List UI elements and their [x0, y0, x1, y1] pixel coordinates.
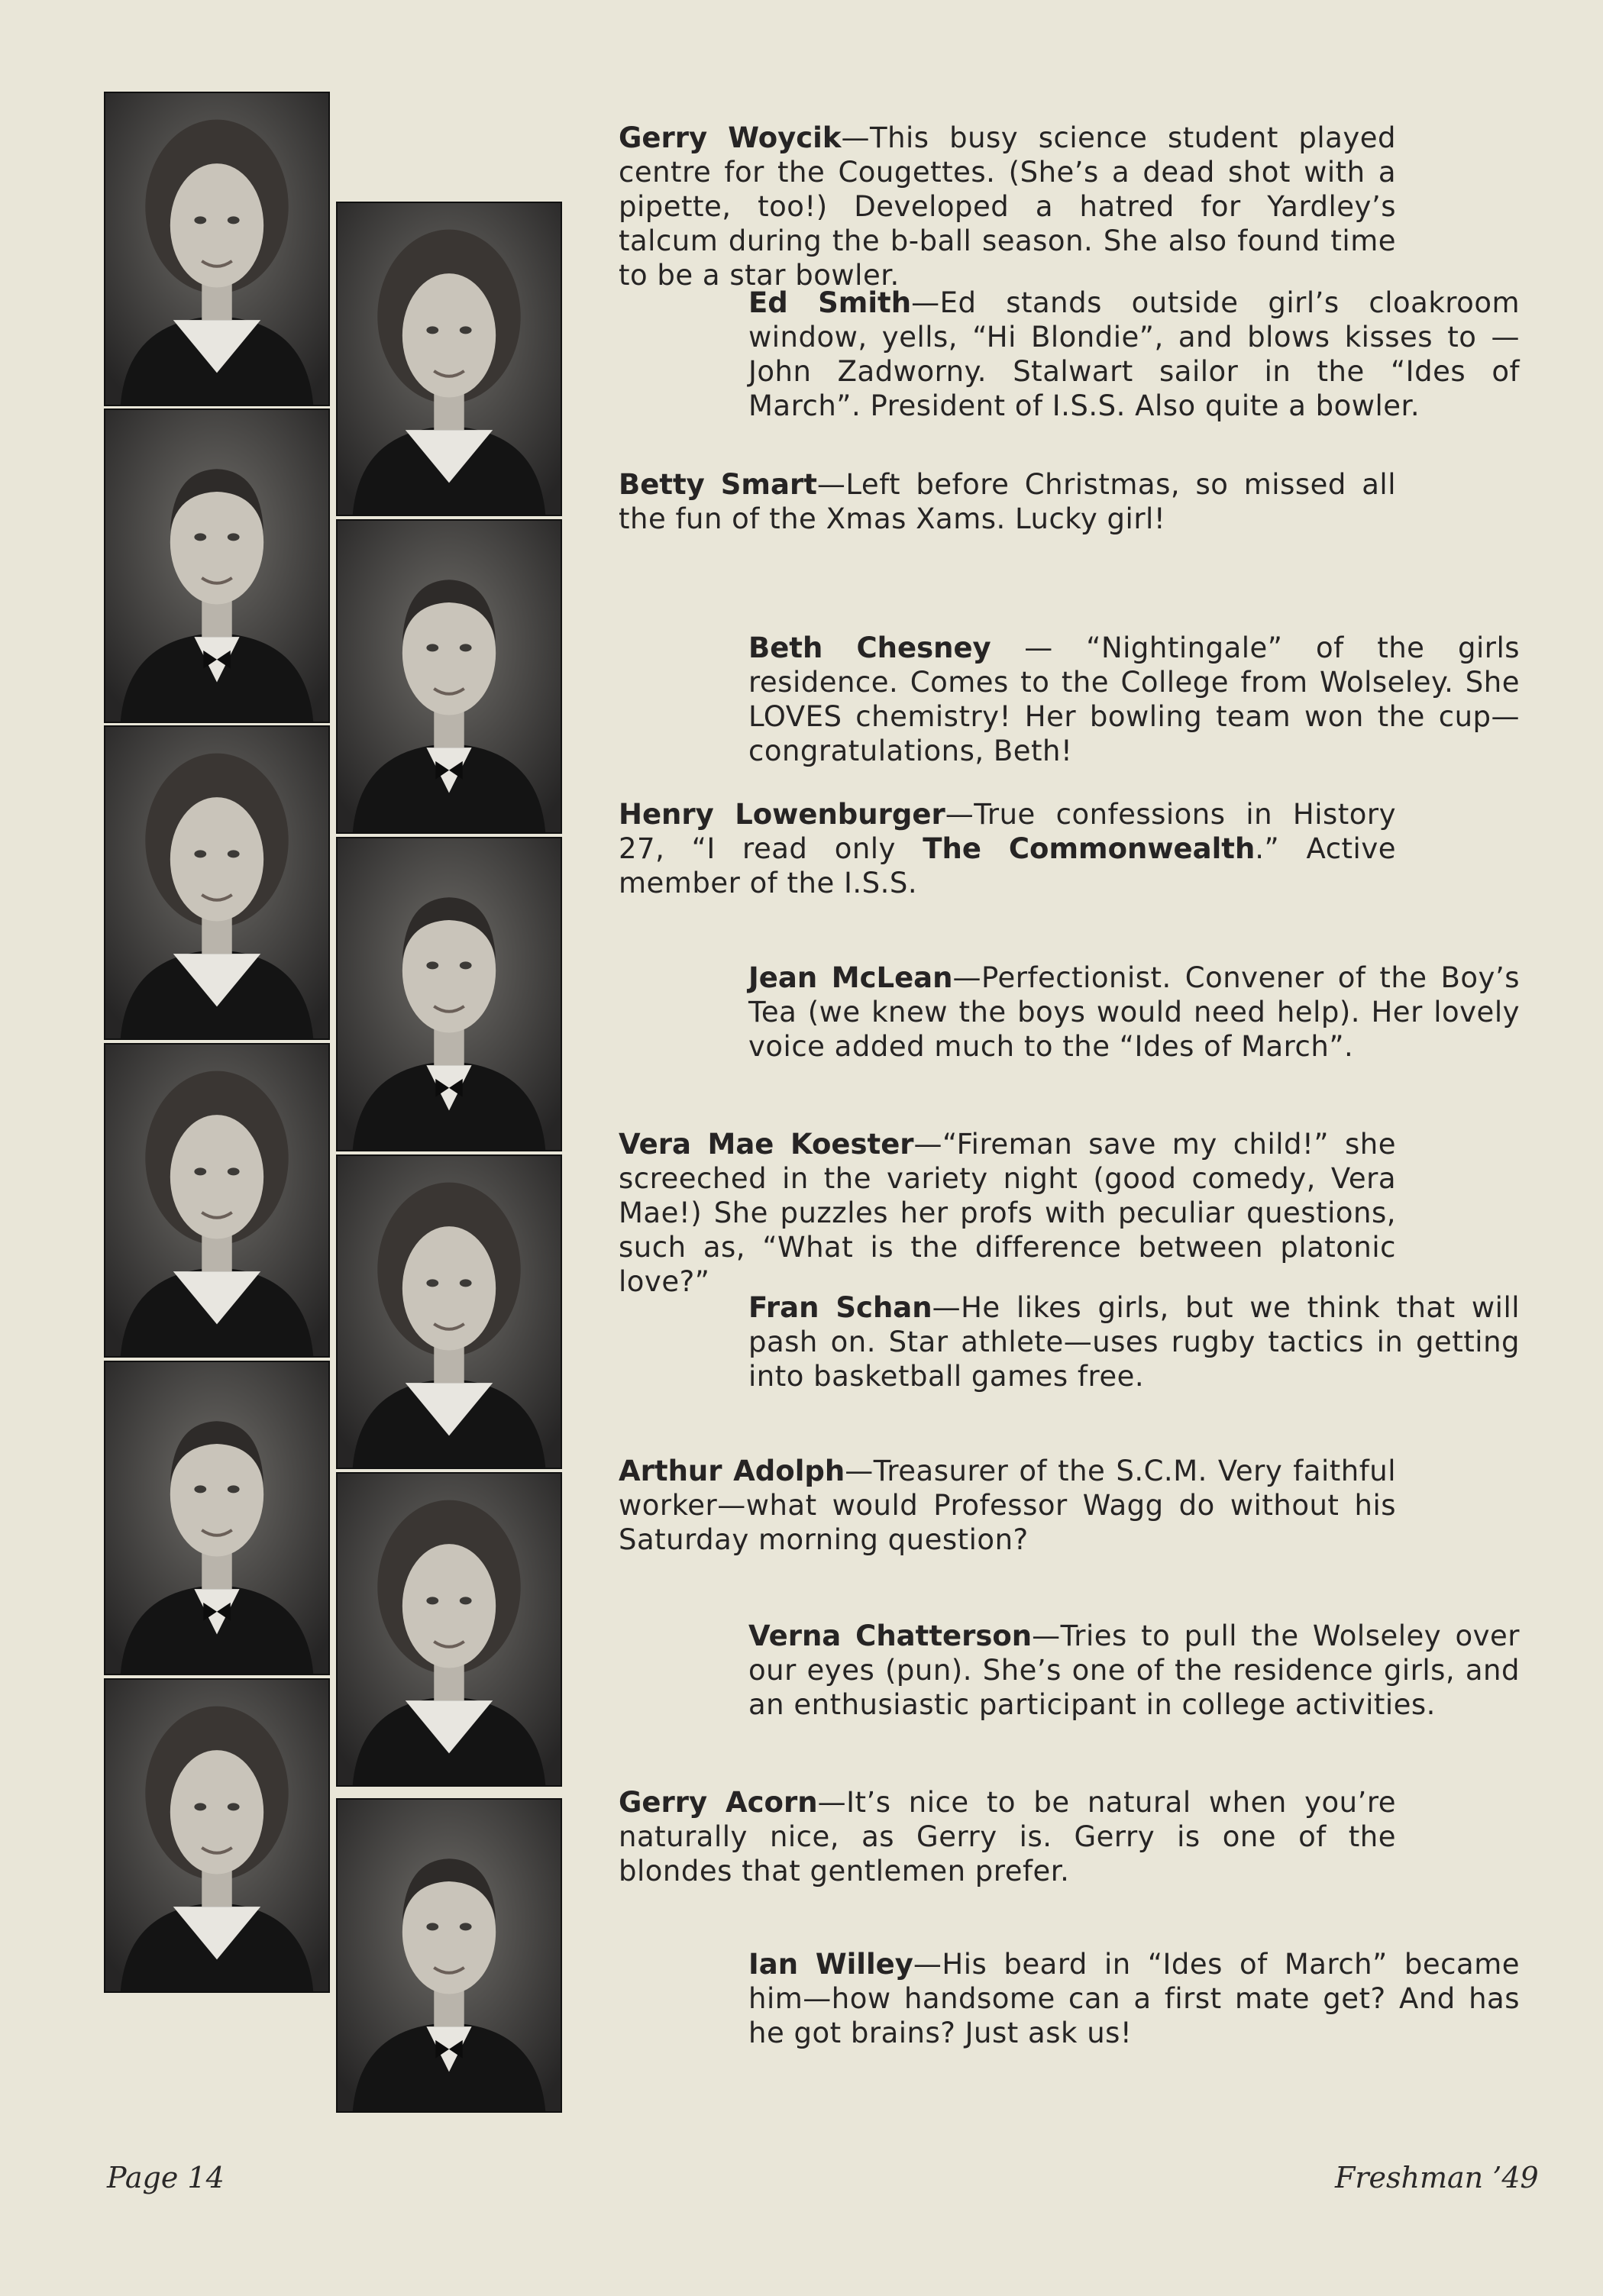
bio-entry: Verna Chatterson—Tries to pull the Wolseley over our eyes (pun). She’s one of the residence girls, and an enthusiastic participant in college activities. — [748, 1619, 1520, 1721]
portrait-image — [105, 1045, 328, 1356]
portrait-image — [338, 521, 561, 832]
bio-name: Gerry Acorn — [619, 1786, 818, 1819]
bio-name: Betty Smart — [619, 468, 817, 501]
portrait-eye — [426, 1597, 438, 1604]
portrait-face — [402, 1226, 496, 1350]
portrait-eye — [460, 644, 472, 651]
portrait-photo — [104, 92, 330, 406]
portrait-face — [170, 797, 263, 921]
portrait-photo — [104, 1678, 330, 1993]
portrait-image — [338, 838, 561, 1150]
bio-name: Fran Schan — [748, 1291, 932, 1324]
portrait-image — [338, 1156, 561, 1468]
portrait-photo — [104, 409, 330, 723]
portrait-photo — [336, 837, 562, 1151]
portrait-face — [170, 163, 263, 287]
bio-name: Jean McLean — [748, 961, 953, 994]
portrait-eye — [426, 326, 438, 334]
bio-text: Left before Christmas, so missed all the fun of the Xmas Xams. Lucky girl! — [619, 468, 1396, 535]
portrait-photo — [104, 1043, 330, 1358]
bio-entry: Fran Schan—He likes girls, but we think that will pash on. Star athlete—uses rugby tactics in getting into basketball games free. — [748, 1291, 1520, 1393]
portrait-image — [105, 1362, 328, 1674]
portrait-eye — [228, 1167, 240, 1175]
publication-label: Freshman ’49 — [1335, 2161, 1539, 2194]
bio-entry: Ed Smith—Ed stands outside girl’s cloakroom window, yells, “Hi Blondie”, and blows kisses to — John Zadworny. Stalwart sailor in the “Ides of March”. President of I.S.S. Also quite a bowler. — [748, 286, 1520, 422]
bio-text: Ed stands outside girl’s cloakroom window, yells, “Hi Blondie”, and blows kisses to — John Zadworny. Stalwart sailor in the “Ides of March”. President of I.S.S. Also quite a bowler. — [748, 286, 1520, 422]
bio-text: “Nightingale” of the girls residence. Comes to the College from Wolseley. She LOVES chemistry! Her bowling team won the cup—congratulations, Beth! — [748, 631, 1521, 767]
portrait-image — [105, 410, 328, 722]
portrait-face — [170, 1750, 263, 1874]
portrait-photo — [104, 725, 330, 1040]
bio-entry: Gerry Acorn—It’s nice to be natural when you’re naturally nice, as Gerry is. Gerry is one of the blondes that gentlemen prefer. — [619, 1786, 1396, 1887]
portrait-eye — [460, 326, 472, 334]
portrait-eye — [194, 1167, 206, 1175]
bio-name: Beth Chesney — [748, 631, 991, 664]
bio-entry: Gerry Woycik—This busy science student played centre for the Cougettes. (She’s a dead shot with a pipette, too!) Developed a hatred for Yardley’s talcum during the b-ball season. She also found time to be a star bowler. — [619, 121, 1396, 292]
bio-name: Arthur Adolph — [619, 1455, 845, 1487]
bio-entry: Beth Chesney — “Nightingale” of the girls residence. Comes to the College from Wolseley. She LOVES chemistry! Her bowling team won the cup—congratulations, Beth! — [748, 631, 1521, 767]
portrait-image — [338, 203, 561, 515]
bio-text: He likes girls, but we think that will pash on. Star athlete—uses rugby tactics in getting into basketball games free. — [748, 1291, 1520, 1393]
bio-text: This busy science student played centre for the Cougettes. (She’s a dead shot with a pipette, too!) Developed a hatred for Yardley’s talcum during the b-ball season. She also found time to be a star bowler. — [619, 121, 1396, 292]
bio-entry: Betty Smart—Left before Christmas, so missed all the fun of the Xmas Xams. Lucky girl! — [619, 468, 1396, 535]
bio-name: Gerry Woycik — [619, 121, 842, 154]
portrait-eye — [460, 961, 472, 969]
bio-text: Tries to pull the Wolseley over our eyes (pun). She’s one of the residence girls, and an enthusiastic participant in college activities. — [748, 1619, 1520, 1721]
bio-text: Perfectionist. Convener of the Boy’s Tea (we knew the boys would need help). Her lovely voice added much to the “Ides of March”. — [748, 961, 1520, 1063]
bio-text: True confessions in History 27, “I read only — [619, 798, 1396, 865]
portrait-eye — [228, 216, 240, 224]
portrait-image — [105, 1680, 328, 1991]
portrait-photo — [336, 202, 562, 516]
portrait-eye — [460, 1597, 472, 1604]
portrait-eye — [426, 961, 438, 969]
portrait-photo — [104, 1361, 330, 1675]
portrait-eye — [228, 1485, 240, 1493]
portrait-image — [105, 727, 328, 1038]
bio-entry: Jean McLean—Perfectionist. Convener of the Boy’s Tea (we knew the boys would need help). Her lovely voice added much to the “Ides of March”. — [748, 961, 1520, 1063]
portrait-eye — [228, 1803, 240, 1810]
portrait-image — [338, 1474, 561, 1785]
page-number: Page 14 — [107, 2161, 225, 2194]
portrait-eye — [426, 1923, 438, 1930]
portrait-face — [402, 1544, 496, 1668]
portrait-eye — [194, 850, 206, 857]
bio-entry: Henry Lowenburger—True confessions in History 27, “I read only The Commonwealth.” Active member of the I.S.S. — [619, 798, 1396, 899]
portrait-eye — [460, 1279, 472, 1287]
portrait-eye — [460, 1923, 472, 1930]
portrait-face — [402, 273, 496, 397]
portrait-eye — [228, 850, 240, 857]
portrait-photo — [336, 519, 562, 834]
bio-name: Verna Chatterson — [748, 1619, 1033, 1652]
bio-name: Vera Mae Koester — [619, 1128, 914, 1161]
bio-text: It’s nice to be natural when you’re naturally nice, as Gerry is. Gerry is one of the blondes that gentlemen prefer. — [619, 1786, 1396, 1887]
bio-name: Ian Willey — [748, 1948, 913, 1981]
bio-name: Henry Lowenburger — [619, 798, 945, 831]
portrait-face — [170, 1115, 263, 1238]
portrait-photo — [336, 1798, 562, 2113]
bio-entry: Arthur Adolph—Treasurer of the S.C.M. Very faithful worker—what would Professor Wagg do without his Saturday morning question? — [619, 1455, 1396, 1556]
bio-text: Treasurer of the S.C.M. Very faithful worker—what would Professor Wagg do without his Saturday morning question? — [619, 1455, 1396, 1556]
portrait-eye — [426, 644, 438, 651]
portrait-eye — [228, 533, 240, 541]
portrait-image — [105, 93, 328, 405]
bio-text: “Fireman save my child!” she screeched in the variety night (good comedy, Vera Mae!) She puzzles her profs with peculiar questions, such as, “What is the difference between platonic love?” — [619, 1128, 1396, 1298]
portrait-eye — [194, 533, 206, 541]
bio-text: His beard in “Ides of March” became him—how handsome can a first mate get? And has he got brains? Just ask us! — [748, 1948, 1520, 2049]
portrait-eye — [194, 1803, 206, 1810]
bio-entry: Vera Mae Koester—“Fireman save my child!” she screeched in the variety night (good comedy, Vera Mae!) She puzzles her profs with peculiar questions, such as, “What is the difference between platonic love?” — [619, 1128, 1396, 1298]
bio-emphasis: The Commonwealth — [923, 832, 1256, 865]
bio-name: Ed Smith — [748, 286, 912, 319]
portrait-photo — [336, 1154, 562, 1469]
portrait-eye — [194, 1485, 206, 1493]
portrait-image — [338, 1800, 561, 2111]
bio-entry: Ian Willey—His beard in “Ides of March” became him—how handsome can a first mate get? And has he got brains? Just ask us! — [748, 1948, 1520, 2049]
portrait-eye — [194, 216, 206, 224]
portrait-eye — [426, 1279, 438, 1287]
portrait-photo — [336, 1472, 562, 1787]
